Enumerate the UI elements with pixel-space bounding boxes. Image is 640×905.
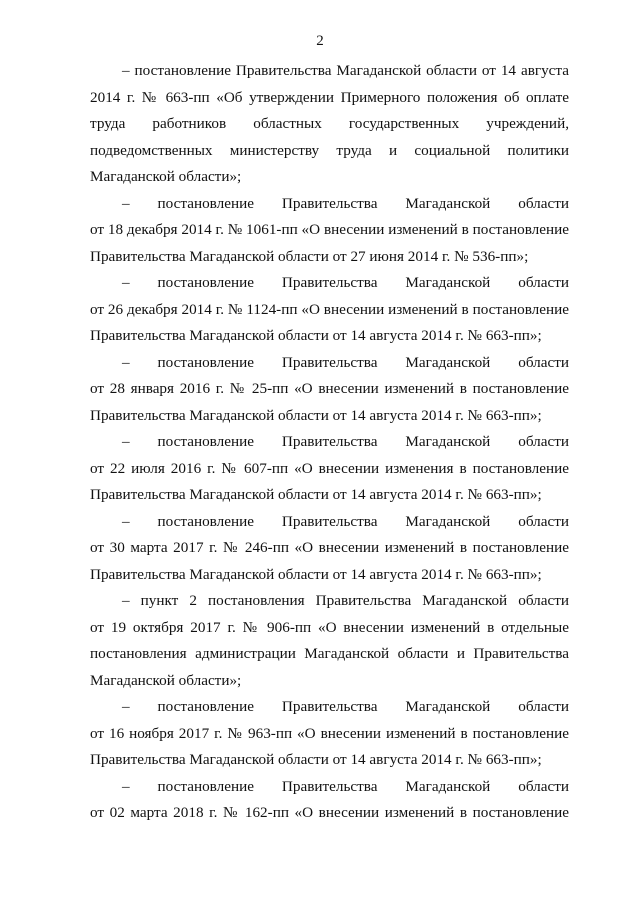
paragraph-7	[90, 588, 569, 694]
paragraph-line: – постановление Правительства Магаданской области	[122, 512, 569, 530]
paragraph-3	[90, 270, 569, 350]
paragraph-line: – постановление Правительства Магаданской области	[122, 777, 569, 795]
paragraph-line: от 16 ноября 2017 г. № 963-пп «О внесении изменений в постановление	[90, 724, 569, 742]
paragraph-line: от 28 января 2016 г. № 25-пп «О внесении изменений в постановление	[90, 380, 569, 397]
paragraph-line: – постановление Правительства Магаданской области	[122, 698, 569, 715]
paragraph-line: подведомственных министерству труда и социальной политики	[90, 141, 569, 159]
paragraph-line: Правительства Магаданской области от 14 августа 2014 г. № 663-пп»;	[90, 486, 542, 503]
paragraph-1	[90, 58, 569, 191]
paragraph-6	[90, 509, 569, 589]
paragraph-5	[90, 429, 569, 509]
paragraph-line: – постановление Правительства Магаданской области	[122, 194, 569, 212]
paragraph-line: Правительства Магаданской области от 14 августа 2014 г. № 663-пп»;	[90, 751, 542, 768]
paragraph-line: от 30 марта 2017 г. № 246-пп «О внесении изменений в постановление	[90, 539, 569, 556]
paragraph-line: – постановление Правительства Магаданской области	[122, 274, 569, 291]
paragraph-line: от 26 декабря 2014 г. № 1124-пп «О внесении изменений в постановление	[90, 300, 569, 318]
paragraph-line: Правительства Магаданской области от 14 августа 2014 г. № 663-пп»;	[90, 565, 542, 583]
document-body	[90, 58, 569, 827]
page-number: 2	[316, 33, 324, 49]
paragraph-line: Магаданской области»;	[90, 168, 242, 185]
paragraph-8	[90, 694, 569, 774]
paragraph-line: Правительства Магаданской области от 14 августа 2014 г. № 663-пп»;	[90, 327, 542, 344]
paragraph-line: Магаданской области»;	[90, 671, 242, 689]
paragraph-line: от 02 марта 2018 г. № 162-пп «О внесении изменений в постановление	[90, 804, 569, 821]
paragraph-4	[90, 350, 569, 430]
paragraph-line: – постановление Правительства Магаданской области	[122, 353, 569, 371]
paragraph-line: постановления администрации Магаданской области и Правительства	[90, 645, 569, 662]
paragraph-line: от 19 октября 2017 г. № 906-пп «О внесении изменений в отдельные	[90, 618, 569, 636]
paragraph-2	[90, 191, 569, 271]
paragraph-line: – постановление Правительства Магаданской области от 14 августа	[122, 62, 569, 79]
paragraph-line: от 22 июля 2016 г. № 607-пп «О внесении изменения в постановление	[90, 459, 569, 477]
paragraph-line: Правительства Магаданской области от 27 июня 2014 г. № 536-пп»;	[90, 247, 529, 265]
paragraph-line: Правительства Магаданской области от 14 августа 2014 г. № 663-пп»;	[90, 406, 542, 424]
paragraph-line: от 18 декабря 2014 г. № 1061-пп «О внесении изменений в постановление	[90, 221, 569, 238]
paragraph-9	[90, 774, 569, 827]
paragraph-line: 2014 г. № 663-пп «Об утверждении Примерного положения об оплате	[90, 88, 569, 106]
paragraph-line: – постановление Правительства Магаданской области	[122, 433, 569, 450]
paragraph-line: – пункт 2 постановления Правительства Магаданской области	[122, 592, 569, 609]
paragraph-line: труда работников областных государственных учреждений,	[90, 115, 569, 132]
